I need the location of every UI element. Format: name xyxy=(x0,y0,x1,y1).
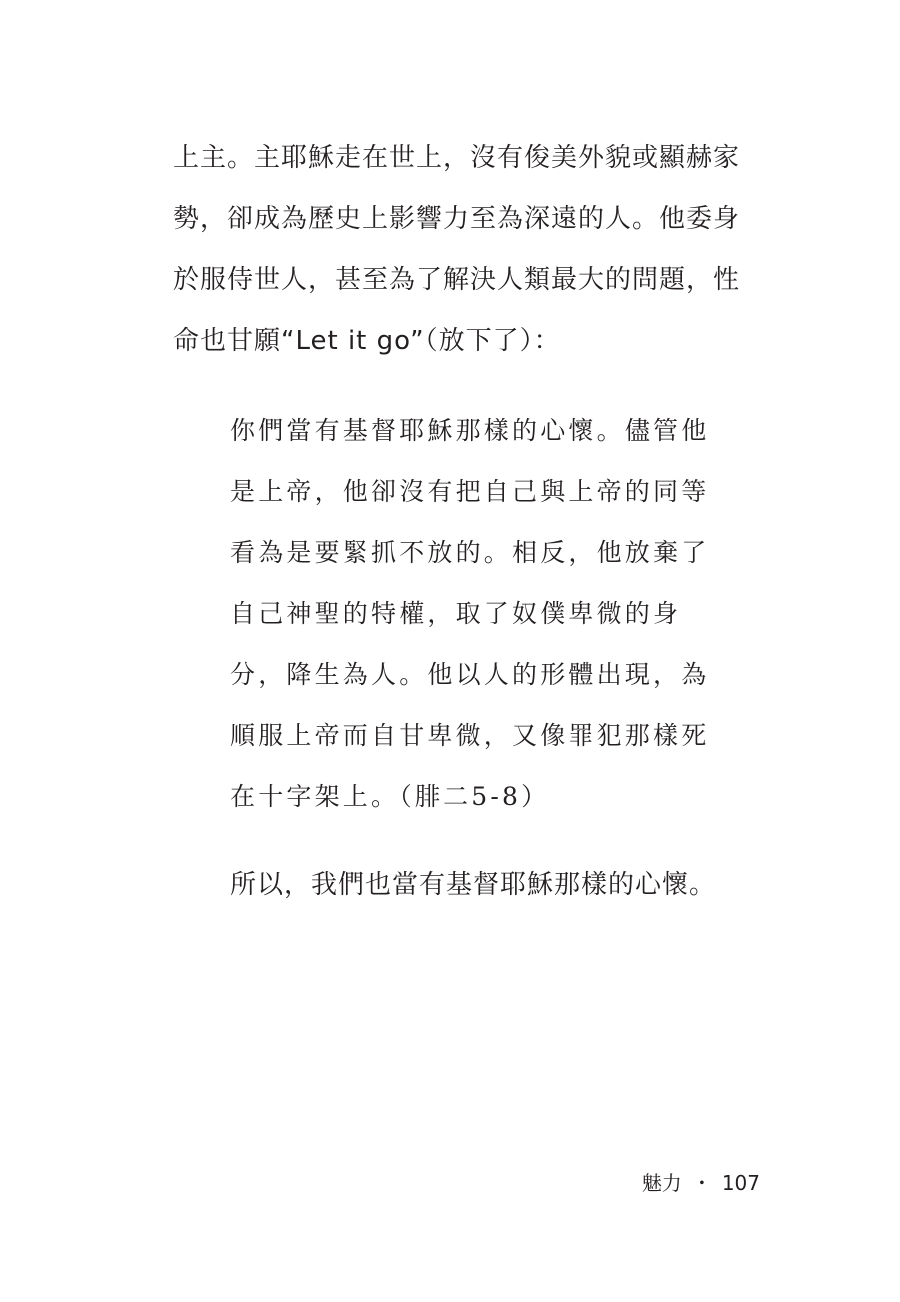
body-paragraph xyxy=(173,128,773,372)
quote-line: 在十字架上。（腓二5-8） xyxy=(230,782,550,811)
quote-line: 順服上帝而自甘卑微，又像罪犯那樣死 xyxy=(230,721,710,750)
quote-line: 自己神聖的特權，取了奴僕卑微的身 xyxy=(230,599,682,628)
body-line: 勢，卻成為歷史上影響力至為深遠的人。他委身 xyxy=(173,204,741,234)
body-line: 於服侍世人，甚至為了解決人類最大的問題，性 xyxy=(173,265,741,295)
page-footer xyxy=(642,1168,760,1198)
quote-line: 看為是要緊抓不放的。相反，他放棄了 xyxy=(230,538,710,567)
quote-line: 是上帝，他卻沒有把自己與上帝的同等 xyxy=(230,477,710,506)
body-line: 命也甘願“Let it go”（放下了）： xyxy=(173,326,561,356)
conclusion-paragraph: 所以，我們也當有基督耶穌那樣的心懷。 xyxy=(230,870,717,900)
page-number: 107 xyxy=(721,1171,760,1195)
chapter-title: 魅力 xyxy=(641,1171,682,1195)
quote-line: 你們當有基督耶穌那樣的心懷。儘管他 xyxy=(230,416,710,445)
footer-separator: ・ xyxy=(691,1171,712,1195)
body-line: 上主。主耶穌走在世上，沒有俊美外貌或顯赫家 xyxy=(173,143,741,173)
scripture-quote xyxy=(230,400,730,827)
quote-line: 分，降生為人。他以人的形體出現，為 xyxy=(230,660,710,689)
